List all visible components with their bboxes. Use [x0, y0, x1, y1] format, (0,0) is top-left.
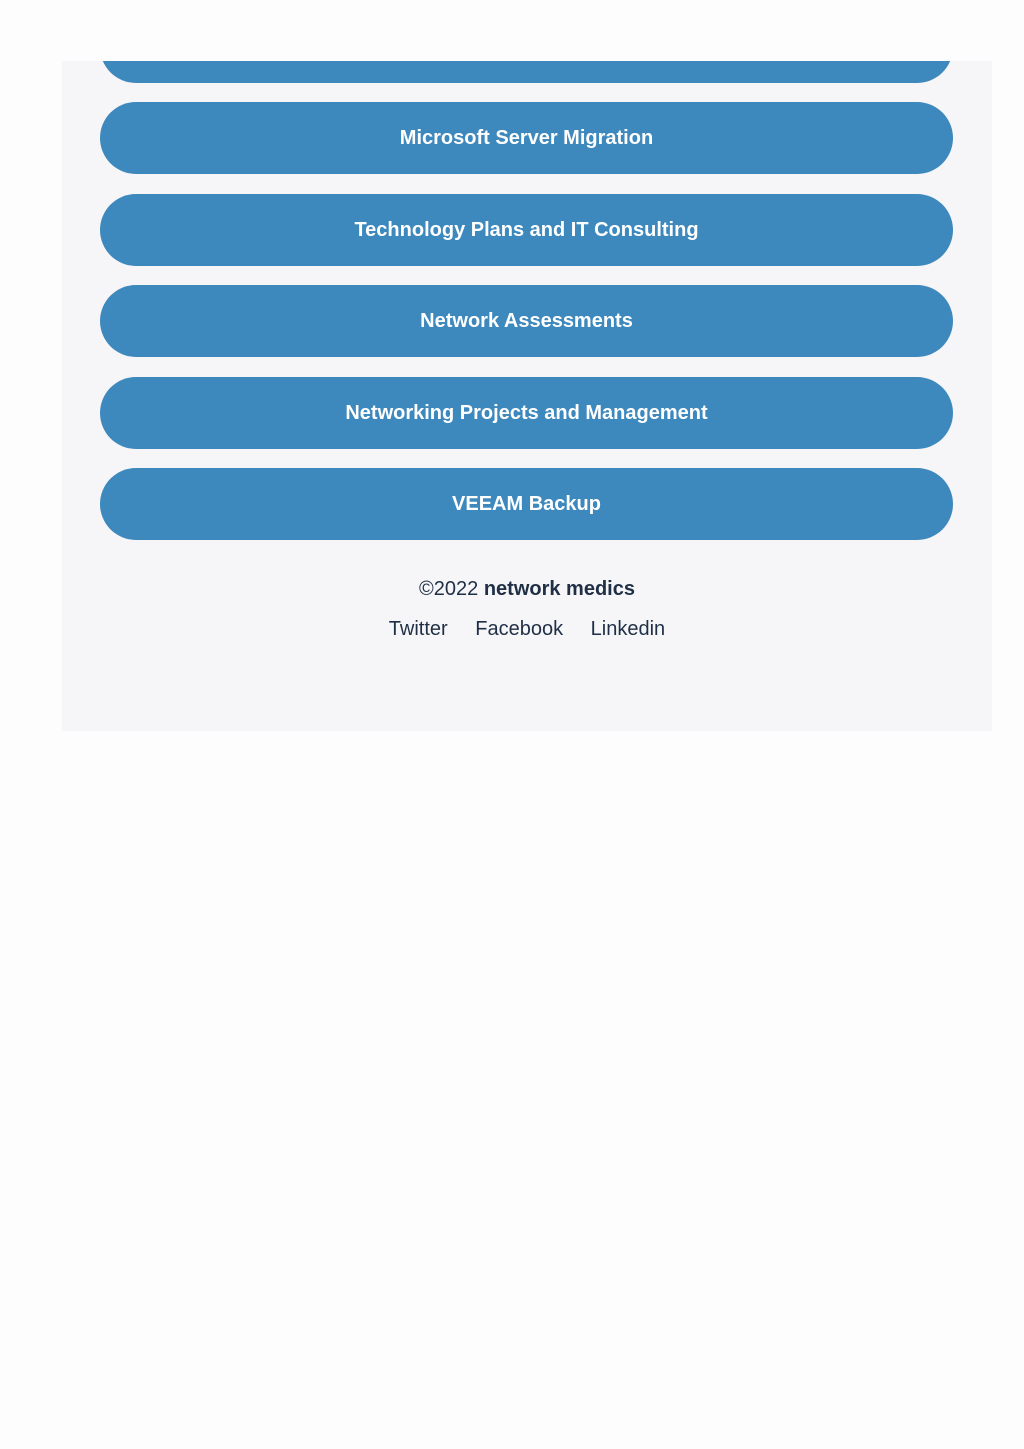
- social-links: [62, 615, 992, 643]
- service-button-veeam-backup[interactable]: VEEAM Backup: [100, 468, 953, 540]
- service-button-cut-off[interactable]: [100, 61, 953, 83]
- facebook-link[interactable]: Facebook: [475, 618, 564, 640]
- twitter-link[interactable]: Twitter: [388, 618, 448, 640]
- service-button-technology-plans[interactable]: Technology Plans and IT Consulting: [100, 194, 953, 266]
- service-button-network-assessments[interactable]: Network Assessments: [100, 285, 953, 357]
- footer: [62, 575, 992, 643]
- service-button-microsoft-server-migration[interactable]: Microsoft Server Migration: [100, 102, 953, 174]
- brand-name: network medics: [483, 578, 635, 600]
- service-button-networking-projects[interactable]: Networking Projects and Management: [100, 377, 953, 449]
- copyright-year: ©2022: [419, 578, 484, 600]
- copyright: [62, 575, 992, 603]
- content-panel: [62, 61, 992, 731]
- linkedin-link[interactable]: Linkedin: [590, 618, 666, 640]
